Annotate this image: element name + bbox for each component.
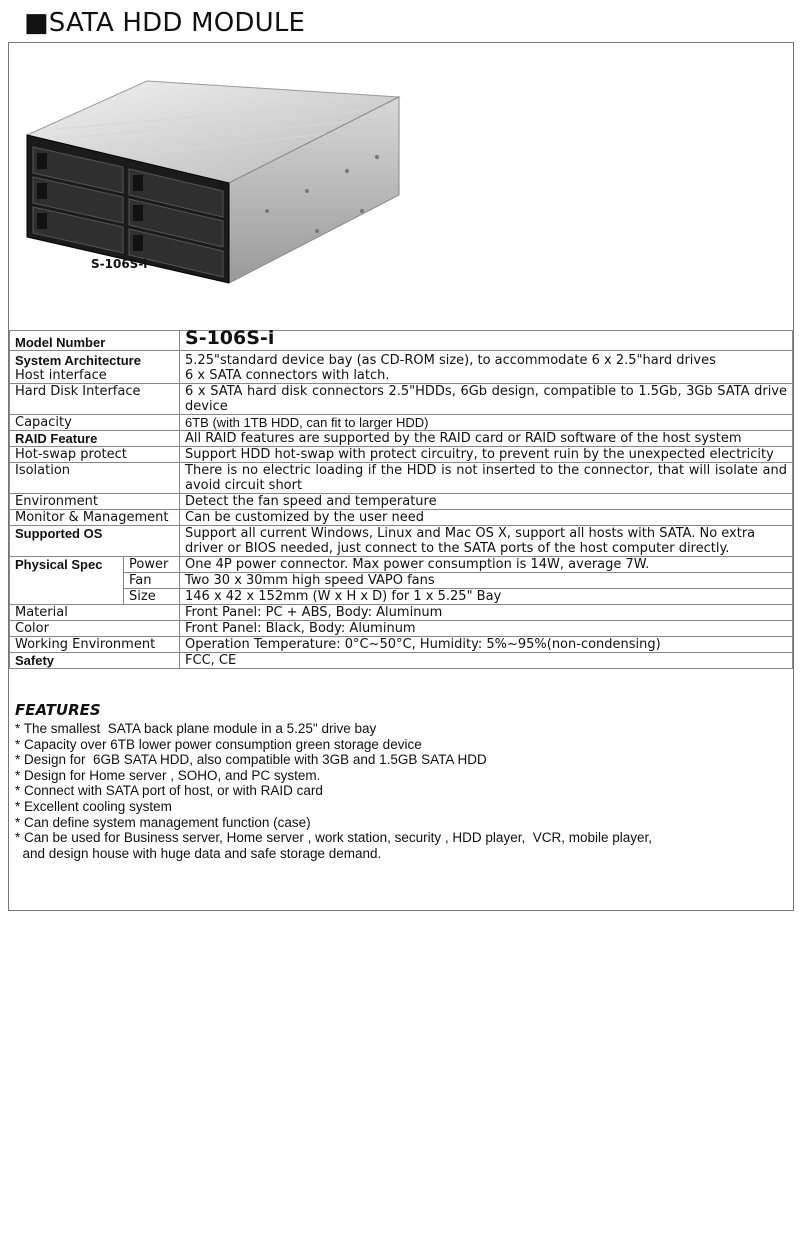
monitor-management-label: Monitor & Management (10, 510, 180, 526)
size-label: Size (124, 589, 180, 605)
power-label: Power (124, 557, 180, 573)
hdd-module-image (17, 71, 417, 311)
raid-feature-label: RAID Feature (10, 431, 180, 447)
table-row (10, 637, 793, 653)
working-environment-value: Operation Temperature: 0°C~50°C, Humidity: 5%~95%(non-condensing) (180, 637, 793, 653)
table-row (10, 415, 793, 431)
isolation-value: There is no electric loading if the HDD is not inserted to the connector, that will isolate and avoid circuit short (180, 463, 793, 494)
safety-label: Safety (10, 653, 180, 669)
system-architecture-label (10, 351, 180, 384)
feature-item: * Can define system management function (case) (15, 814, 311, 830)
table-row (10, 384, 793, 415)
color-value: Front Panel: Black, Body: Aluminum (180, 621, 793, 637)
isolation-label: Isolation (10, 463, 180, 494)
environment-value: Detect the fan speed and temperature (180, 494, 793, 510)
page-title: ■SATA HDD MODULE (24, 8, 306, 38)
feature-item: * Design for Home server , SOHO, and PC system. (15, 767, 321, 783)
table-row (10, 621, 793, 637)
table-row (10, 431, 793, 447)
table-row (10, 589, 793, 605)
table-row (10, 653, 793, 669)
feature-item: * The smallest SATA back plane module in a 5.25" drive bay (15, 721, 377, 736)
spec-table (9, 327, 793, 669)
model-number-value: S-106S-i (180, 331, 793, 351)
fan-value: Two 30 x 30mm high speed VAPO fans (180, 573, 793, 589)
material-value: Front Panel: PC + ABS, Body: Aluminum (180, 605, 793, 621)
features-title: FEATURES (15, 701, 101, 719)
model-number-label: Model Number (10, 331, 180, 351)
size-value: 146 x 42 x 152mm (W x H x D) for 1 x 5.25" Bay (180, 589, 793, 605)
system-architecture-label-text: System Architecture (15, 353, 141, 368)
supported-os-label: Supported OS (10, 526, 180, 557)
feature-item: * Design for 6GB SATA HDD, also compatible with 3GB and 1.5GB SATA HDD (15, 752, 487, 768)
power-value: One 4P power connector. Max power consumption is 14W, average 7W. (180, 557, 793, 573)
table-row (10, 351, 793, 384)
table-row (10, 494, 793, 510)
supported-os-value: Support all current Windows, Linux and Mac OS X, support all hosts with SATA. No extra driver or BIOS needed, just connect to the SATA ports of the host computer directly. (180, 526, 793, 557)
table-row (10, 463, 793, 494)
safety-value: FCC, CE (180, 653, 793, 669)
hot-swap-value: Support HDD hot-swap with protect circuitry, to prevent ruin by the unexpected electricity (180, 447, 793, 463)
table-row (10, 331, 793, 351)
product-photo (9, 43, 793, 330)
product-sheet (8, 42, 794, 911)
system-architecture-value (180, 351, 793, 384)
table-row (10, 447, 793, 463)
table-row (10, 573, 793, 589)
feature-item: * Connect with SATA port of host, or with RAID card (15, 783, 323, 799)
hard-disk-interface-value: 6 x SATA hard disk connectors 2.5"HDDs, 6Gb design, compatible to 1.5Gb, 3Gb SATA drive device (180, 384, 793, 415)
table-row (10, 526, 793, 557)
features-section (15, 701, 785, 861)
capacity-value: 6TB (with 1TB HDD, can fit to larger HDD) (180, 415, 793, 431)
product-caption: S-106S-i (91, 257, 148, 271)
material-label: Material (10, 605, 180, 621)
table-row (10, 557, 793, 573)
table-row (10, 605, 793, 621)
raid-feature-value: All RAID features are supported by the RAID card or RAID software of the host system (180, 431, 793, 447)
host-interface-label: Host interface (15, 368, 107, 383)
feature-item: * Excellent cooling system (15, 798, 172, 814)
physical-spec-label: Physical Spec (10, 557, 124, 605)
feature-item: * Can be used for Business server, Home server , work station, security , HDD player, VCR, mobile player, (15, 830, 652, 846)
host-interface-value: 6 x SATA connectors with latch. (185, 368, 390, 383)
feature-item: and design house with huge data and safe storage demand. (15, 845, 382, 861)
working-environment-label: Working Environment (10, 637, 180, 653)
table-row (10, 510, 793, 526)
system-architecture-value-text: 5.25"standard device bay (as CD-ROM size), to accommodate 6 x 2.5"hard drives (185, 353, 716, 368)
monitor-management-value: Can be customized by the user need (180, 510, 793, 526)
feature-item: * Capacity over 6TB lower power consumption green storage device (15, 736, 422, 752)
hot-swap-label: Hot-swap protect (10, 447, 180, 463)
color-label: Color (10, 621, 180, 637)
capacity-label: Capacity (10, 415, 180, 431)
hard-disk-interface-label: Hard Disk Interface (10, 384, 180, 415)
fan-label: Fan (124, 573, 180, 589)
environment-label: Environment (10, 494, 180, 510)
